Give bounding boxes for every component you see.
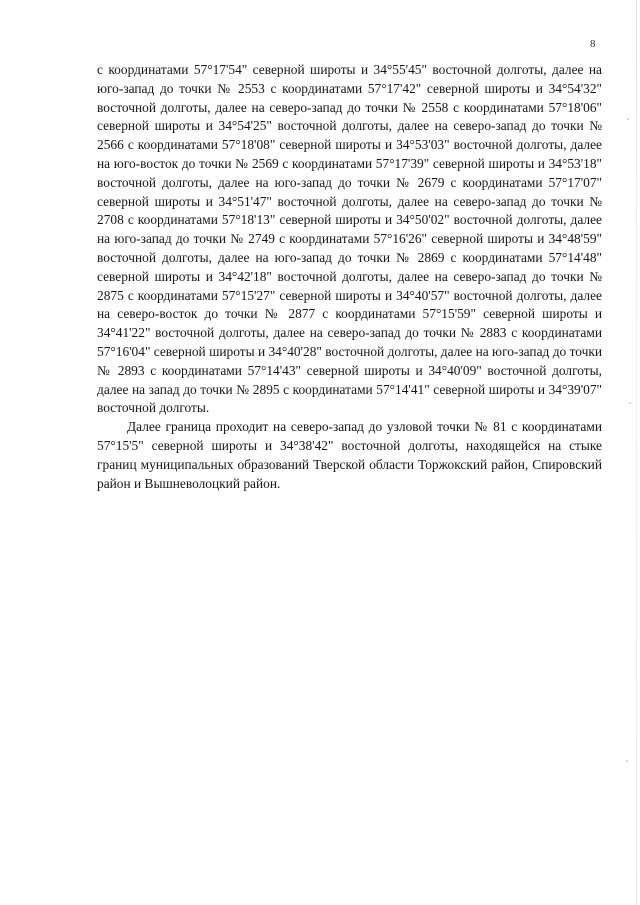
scan-speck xyxy=(629,402,631,404)
document-body xyxy=(97,61,602,493)
paragraph-junction-point: Далее граница проходит на северо-запад до узловой точки № 81 с координатами 57°15'5" северной широты и 34°38'42" восточной долготы, находящейся на стыке границ муниципальных образований Тверской области Торжокский район, Спировский район и Вышневолоцкий район. xyxy=(97,419,602,491)
scan-edge-shadow xyxy=(636,0,637,905)
scan-speck xyxy=(626,760,628,762)
scan-speck xyxy=(627,118,629,120)
paragraph-boundary-coordinates: с координатами 57°17'54" северной широты и 34°55'45" восточной долготы, далее на юго-запад до точки № 2553 с координатами 57°17'42" северной широты и 34°54'32" восточной долготы, далее на северо-запад до точки № 2558 с координатами 57°18'06" северной широты и 34°54'25" восточной долготы, далее на северо-запад до точки № 2566 с координатами 57°18'08" северной широты и 34°53'03" восточной долготы, далее на юго-восток до точки № 2569 с координатами 57°17'39" северной широты и 34°53'18" восточной долготы, далее на юго-запад до точки № 2679 с координатами 57°17'07" северной широты и 34°51'47" восточной долготы, далее на северо-запад до точки № 2708 с координатами 57°18'13" северной широты и 34°50'02" восточной долготы, далее на юго-запад до точки № 2749 с координатами 57°16'26" северной широты и 34°48'59" восточной долготы, далее на юго-запад до точки № 2869 с координатами 57°14'48" северной широты и 34°42'18" восточной долготы, далее на северо-запад до точки № 2875 с координатами 57°15'27" северной широты и 34°40'57" восточной долготы, далее на северо-восток до точки № 2877 с координатами 57°15'59" северной широты и 34°41'22" восточной долготы, далее на северо-запад до точки № 2883 с координатами 57°16'04" северной широты и 34°40'28" восточной долготы, далее на юго-запад до точки № 2893 с координатами 57°14'43" северной широты и 34°40'09" восточной долготы, далее на запад до точки № 2895 с координатами 57°14'41" северной широты и 34°39'07" восточной долготы. xyxy=(97,62,602,416)
page-number: 8 xyxy=(590,38,596,50)
